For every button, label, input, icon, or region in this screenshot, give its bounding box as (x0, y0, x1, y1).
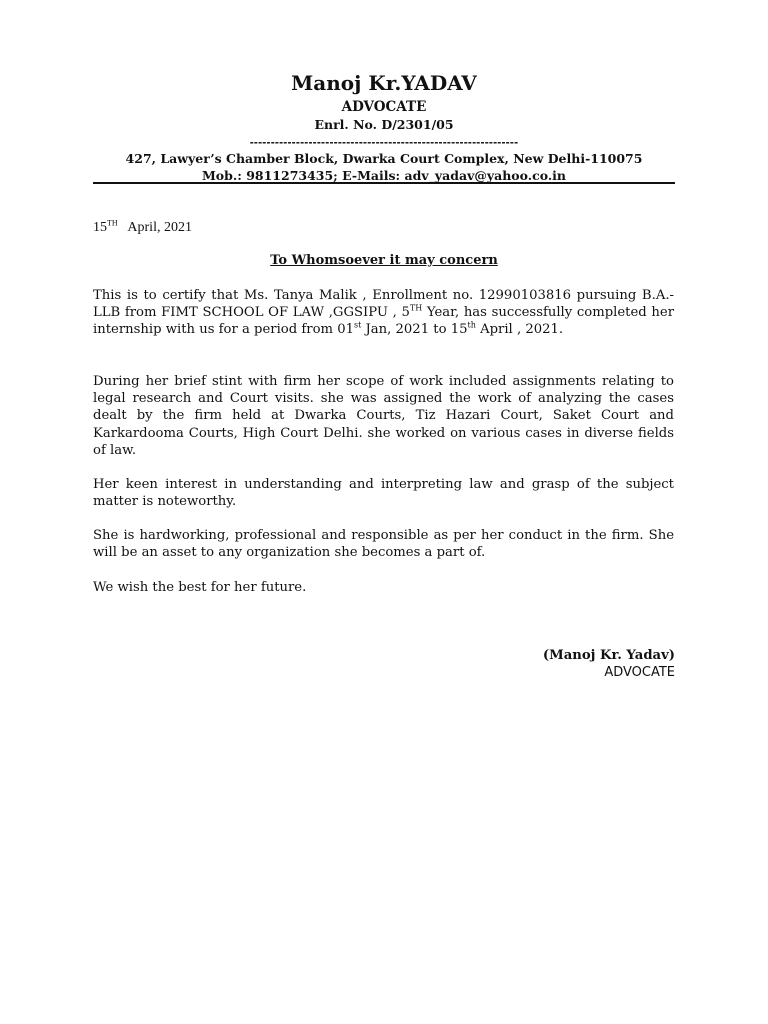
contact-details: Mob.: 9811273435; E-Mails: adv_yadav@yahoo.co.in (201, 168, 567, 183)
date-month-year: April, 2021 (127, 220, 192, 235)
letter-subject: To Whomsoever it may concern (270, 253, 498, 268)
date-day: 15 (93, 220, 107, 235)
letter-date (93, 219, 192, 237)
office-address: 427, Lawyer’s Chamber Block, Dwarka Court Complex, New Delhi-110075 (125, 151, 643, 166)
paragraph-wishes: We wish the best for her future. (93, 580, 307, 595)
signatory-name: (Manoj Kr. Yadav) (542, 648, 675, 663)
date-day-suffix: TH (107, 218, 118, 228)
advocate-name: Manoj Kr.YADAV (291, 71, 477, 95)
advocate-title: ADVOCATE (341, 99, 427, 115)
letterhead (93, 68, 675, 184)
paragraph-text: This is to certify that Ms. Tanya Malik , Enrollment no. 12990103816 pursuing B.A.-LLB from FIMT SCHOOL OF LAW ,GGSIPU , 5 (93, 288, 674, 321)
signatory-title: ADVOCATE (604, 665, 675, 680)
paragraph-text: April , 2021. (475, 322, 564, 338)
signature-block (543, 647, 675, 681)
paragraph-conduct: She is hardworking, professional and responsible as per her conduct in the firm. She will be an asset to any organization she becomes a part of. (93, 528, 674, 561)
superscript: st (353, 321, 362, 331)
paragraph-text: Jan, 2021 to 15 (361, 322, 468, 338)
paragraph-certification (93, 287, 674, 339)
paragraph-text: Year, has successfully completed her internship with us for a period from 01 (93, 305, 674, 338)
letterhead-separator: ---------------------------------------------------------------- (249, 135, 519, 149)
enrollment-number: Enrl. No. D/2301/05 (314, 117, 454, 132)
letterhead-divider (93, 182, 675, 184)
superscript: TH (409, 303, 423, 313)
superscript: th (467, 321, 476, 331)
paragraph-scope-of-work: During her brief stint with firm her scope of work included assignments relating to legal research and Court visits. she was assigned the work of analyzing the cases dealt by the firm held at Dwarka Courts, Tiz Hazari Court, Saket Court and Karkardooma Courts, High Court Delhi. she worked on various cases in diverse fields of law. (93, 374, 674, 458)
paragraph-interest: Her keen interest in understanding and interpreting law and grasp of the subject matter is noteworthy. (93, 477, 674, 510)
